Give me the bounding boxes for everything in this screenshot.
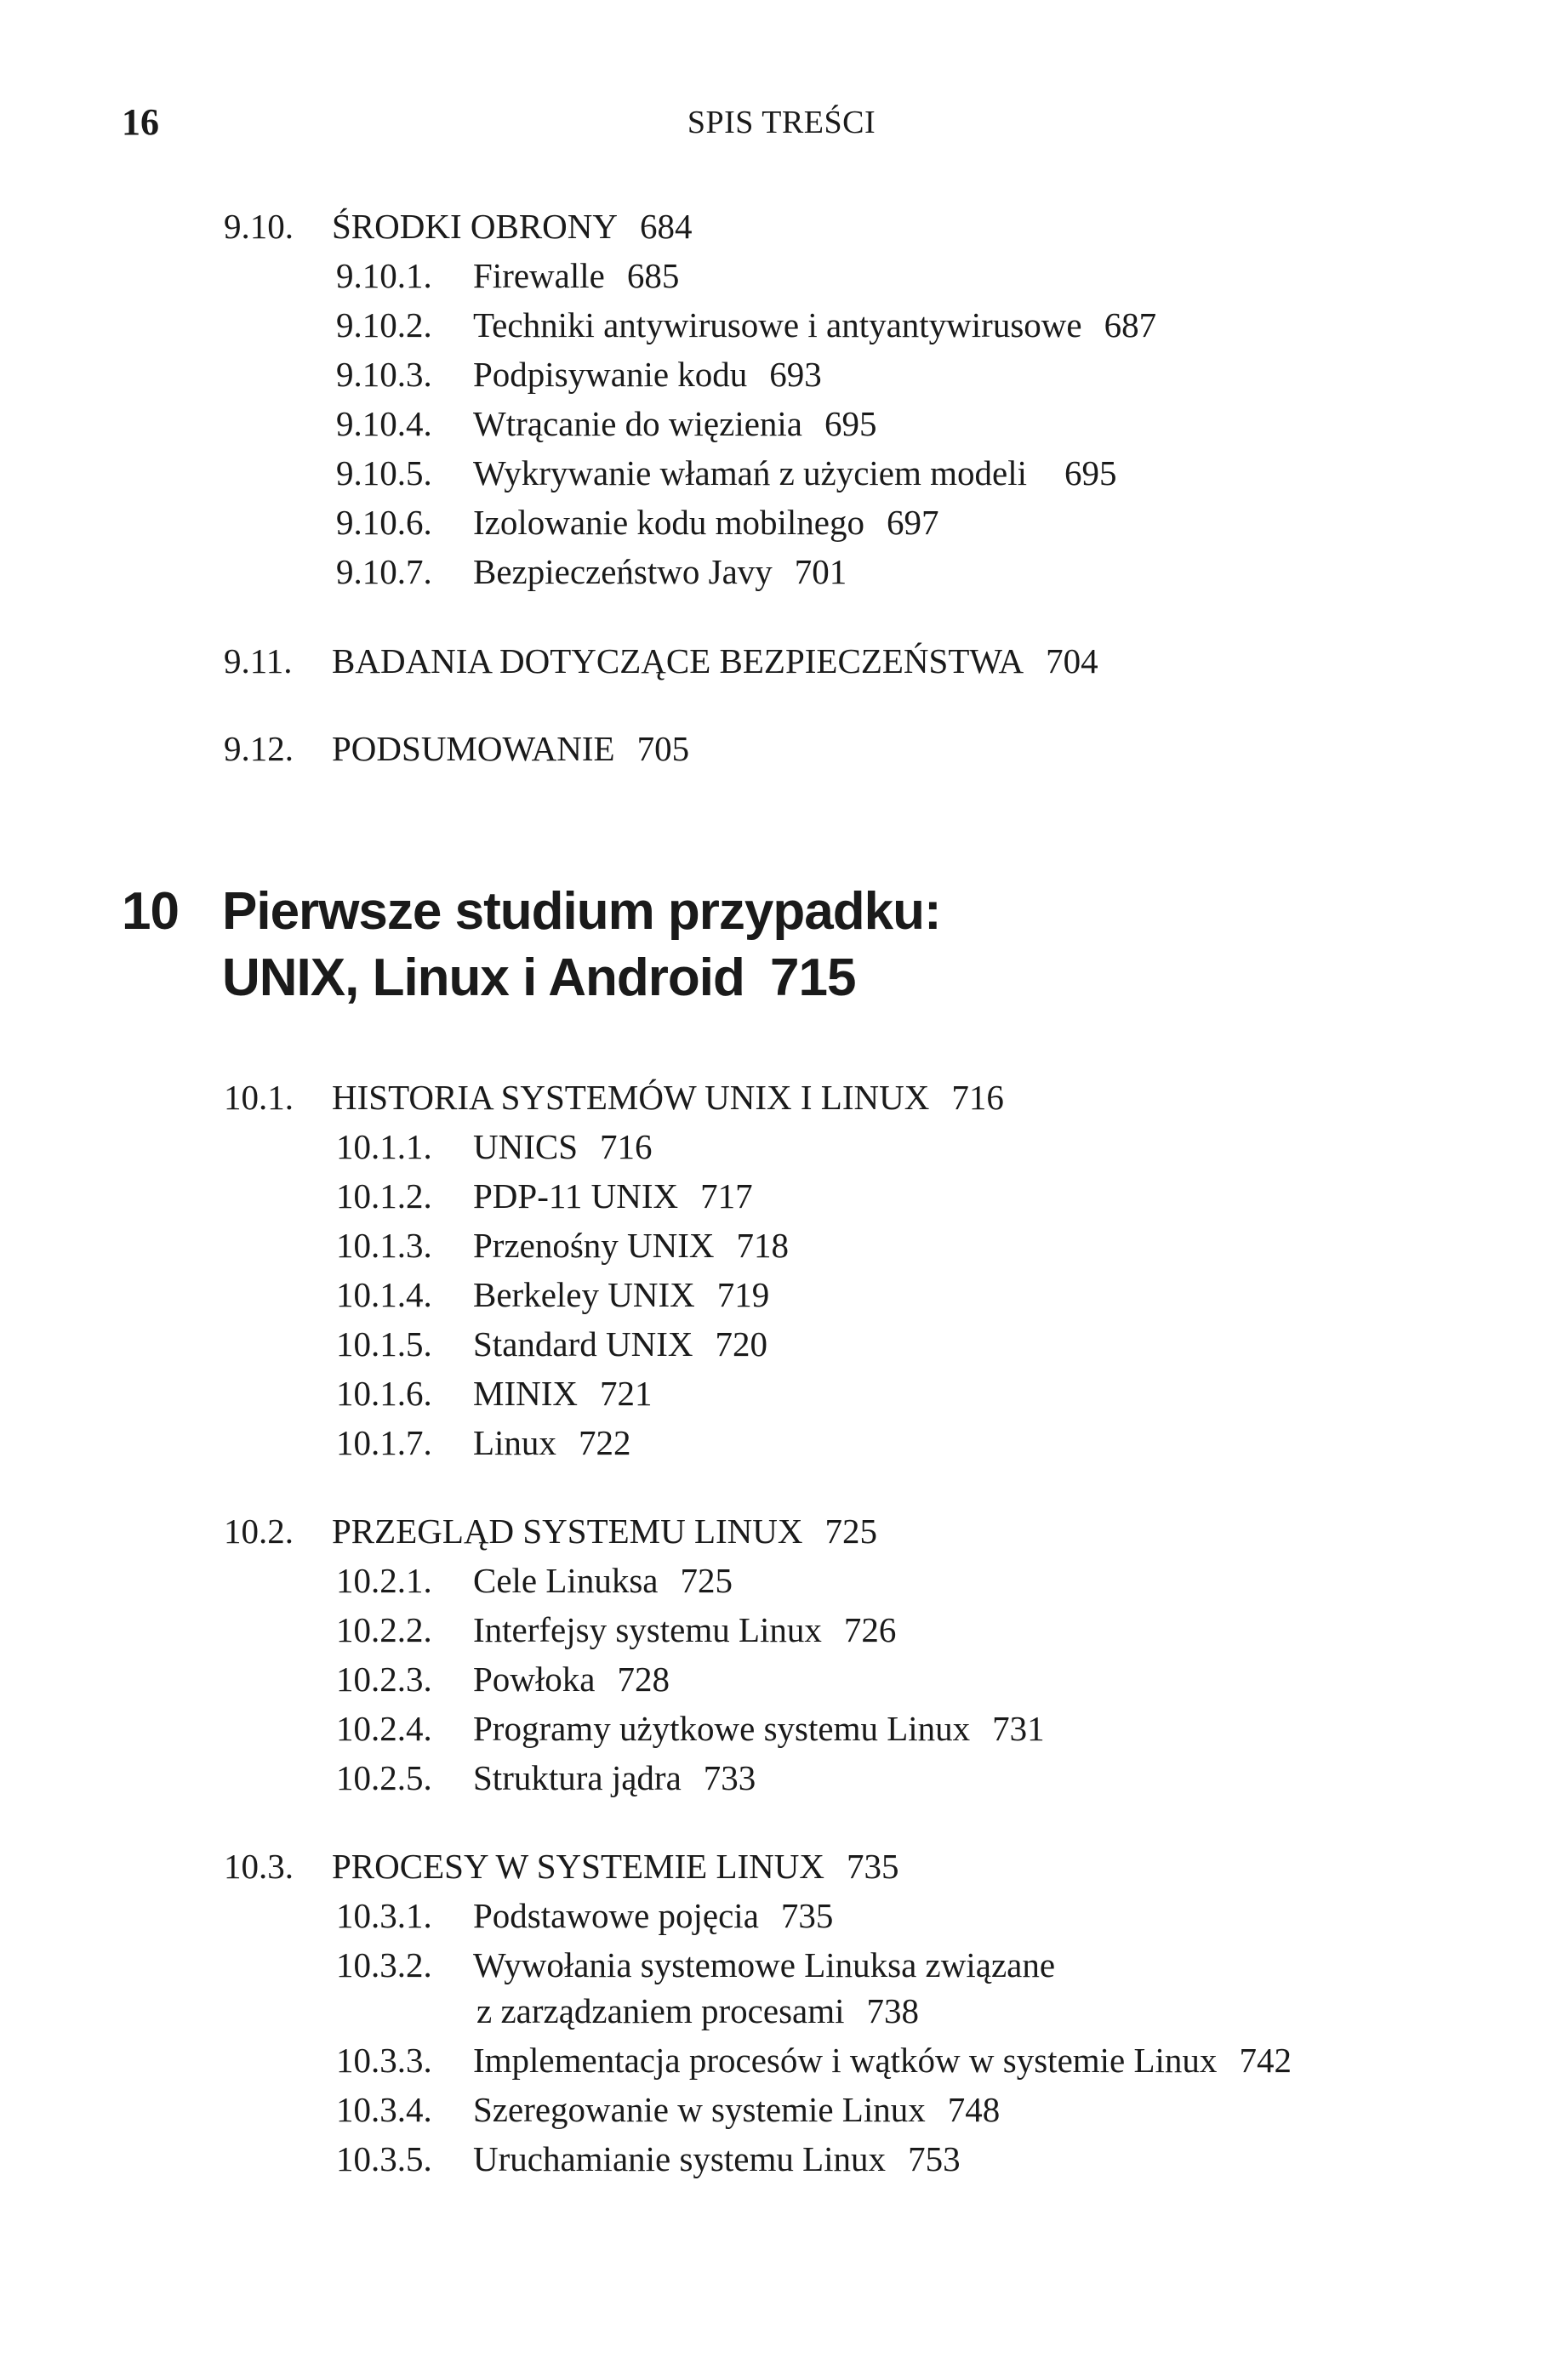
section-title-with-page: BADANIA DOTYCZĄCE BEZPIECZEŃSTWA 704: [332, 641, 1098, 680]
subsection-title-with-page: Techniki antywirusowe i antyantywirusowe 687: [473, 305, 1157, 344]
subsection-number: 10.3.5.: [336, 2139, 432, 2178]
subsection-number: 9.10.4.: [336, 404, 432, 443]
page-ref: 705: [636, 729, 690, 768]
subsection-title-with-page: Bezpieczeństwo Javy 701: [473, 552, 847, 591]
subsection-title-with-page: Uruchamianie systemu Linux 753: [473, 2139, 961, 2178]
subsection-number: 10.3.3.: [336, 2041, 432, 2080]
page-ref: 685: [626, 256, 680, 295]
subsection-number: 9.10.1.: [336, 256, 432, 295]
subsection-title-with-page: Izolowanie kodu mobilnego 697: [473, 503, 939, 542]
subsection-title-with-page: Cele Linuksa 725: [473, 1561, 733, 1600]
section-number: 10.2.: [224, 1512, 294, 1551]
subsection-number: 9.10.6.: [336, 503, 432, 542]
page-ref: 717: [700, 1176, 753, 1216]
subsection-title-continuation-with-page: z zarządzaniem procesami 738: [476, 1991, 920, 2030]
subsection-title-with-page: Wykrywanie włamań z użyciem modeli 695: [473, 453, 1117, 493]
subsection-number: 10.1.3.: [336, 1226, 432, 1265]
page-ref: 725: [680, 1561, 733, 1600]
subsection-number: 9.10.7.: [336, 552, 432, 591]
page-ref: 704: [1046, 641, 1098, 680]
section-number: 9.11.: [224, 641, 293, 680]
subsection-number: 9.10.3.: [336, 355, 432, 394]
section-title-with-page: PRZEGLĄD SYSTEMU LINUX 725: [332, 1512, 877, 1551]
subsection-title-with-page: MINIX 721: [473, 1374, 653, 1413]
chapter-page: 715: [770, 948, 856, 1007]
subsection-title-with-page: Standard UNIX 720: [473, 1324, 767, 1364]
page-ref: 697: [887, 503, 939, 542]
page-ref: 735: [780, 1896, 834, 1935]
subsection-number: 10.2.5.: [336, 1758, 432, 1797]
page-ref: 725: [824, 1512, 877, 1551]
running-header: SPIS TREŚCI: [687, 105, 876, 140]
page-ref: 719: [716, 1275, 770, 1314]
section-title-with-page: HISTORIA SYSTEMÓW UNIX I LINUX 716: [332, 1078, 1004, 1117]
page-ref: 733: [703, 1758, 756, 1797]
subsection-number: 10.1.7.: [336, 1423, 432, 1462]
page-number: 16: [122, 101, 159, 143]
chapter-title-line-1: Pierwsze studium przypadku:: [222, 882, 941, 941]
page-ref: 684: [640, 207, 693, 246]
subsection-number: 10.1.2.: [336, 1176, 432, 1216]
subsection-number: 10.3.2.: [336, 1945, 432, 1984]
page-ref: 695: [824, 404, 877, 443]
page-ref: 720: [715, 1324, 767, 1364]
section-number: 10.3.: [224, 1847, 294, 1886]
page-ref: 695: [1064, 453, 1117, 493]
subsection-number: 10.2.1.: [336, 1561, 432, 1600]
page-ref: 726: [843, 1610, 897, 1649]
subsection-number: 10.2.3.: [336, 1660, 432, 1699]
page-ref: 735: [847, 1847, 899, 1886]
subsection-title-with-page: Programy użytkowe systemu Linux 731: [473, 1709, 1045, 1748]
subsection-number: 10.3.1.: [336, 1896, 432, 1935]
subsection-title-with-page: Interfejsy systemu Linux 726: [473, 1610, 897, 1649]
section-number: 9.12.: [224, 729, 294, 768]
subsection-title-with-page: Struktura jądra 733: [473, 1758, 756, 1797]
page-ref: 687: [1104, 305, 1157, 344]
section-title-with-page: ŚRODKI OBRONY 684: [332, 207, 693, 246]
page-ref: 738: [866, 1991, 920, 2030]
subsection-title-with-page: Berkeley UNIX 719: [473, 1275, 770, 1314]
page-ref: 748: [947, 2090, 1001, 2129]
subsection-title-with-page: Linux 722: [473, 1423, 631, 1462]
subsection-title-with-page: Wtrącanie do więzienia 695: [473, 404, 877, 443]
subsection-number: 9.10.5.: [336, 453, 432, 493]
page-ref: 753: [908, 2139, 961, 2178]
section-title-with-page: PODSUMOWANIE 705: [332, 729, 690, 768]
subsection-number: 10.1.5.: [336, 1324, 432, 1364]
subsection-number: 9.10.2.: [336, 305, 432, 344]
subsection-title-with-page: PDP-11 UNIX 717: [473, 1176, 753, 1216]
subsection-title-with-page: Powłoka 728: [473, 1660, 670, 1699]
chapter-title-line-2: UNIX, Linux i Android: [222, 948, 744, 1007]
section-number: 9.10.: [224, 207, 294, 246]
page-ref: 742: [1239, 2041, 1292, 2080]
subsection-title-with-page: Przenośny UNIX 718: [473, 1226, 790, 1265]
page-ref: 728: [617, 1660, 670, 1699]
subsection-number: 10.1.1.: [336, 1127, 432, 1166]
page-ref: 701: [794, 552, 847, 591]
page-ref: 693: [769, 355, 822, 394]
subsection-title-with-page: Szeregowanie w systemie Linux 748: [473, 2090, 1001, 2129]
subsection-title-with-page: Podpisywanie kodu 693: [473, 355, 822, 394]
page-ref: 722: [578, 1423, 631, 1462]
subsection-title: Wywołania systemowe Linuksa związane: [473, 1945, 1056, 1984]
subsection-number: 10.2.2.: [336, 1610, 432, 1649]
subsection-title-with-page: Firewalle 685: [473, 256, 680, 295]
page-ref: 731: [992, 1709, 1045, 1748]
page-ref: 721: [599, 1374, 653, 1413]
subsection-title-with-page: UNICS 716: [473, 1127, 653, 1166]
subsection-number: 10.2.4.: [336, 1709, 432, 1748]
subsection-number: 10.1.4.: [336, 1275, 432, 1314]
page-ref: 716: [600, 1127, 653, 1166]
subsection-title-with-page: Implementacja procesów i wątków w systemie Linux 742: [473, 2041, 1292, 2080]
section-title-with-page: PROCESY W SYSTEMIE LINUX 735: [332, 1847, 899, 1886]
subsection-title-with-page: Podstawowe pojęcia 735: [473, 1896, 834, 1935]
page-ref: 716: [951, 1078, 1004, 1117]
chapter-number: 10: [122, 882, 179, 941]
subsection-number: 10.1.6.: [336, 1374, 432, 1413]
subsection-number: 10.3.4.: [336, 2090, 432, 2129]
page-ref: 718: [736, 1226, 790, 1265]
section-number: 10.1.: [224, 1078, 294, 1117]
